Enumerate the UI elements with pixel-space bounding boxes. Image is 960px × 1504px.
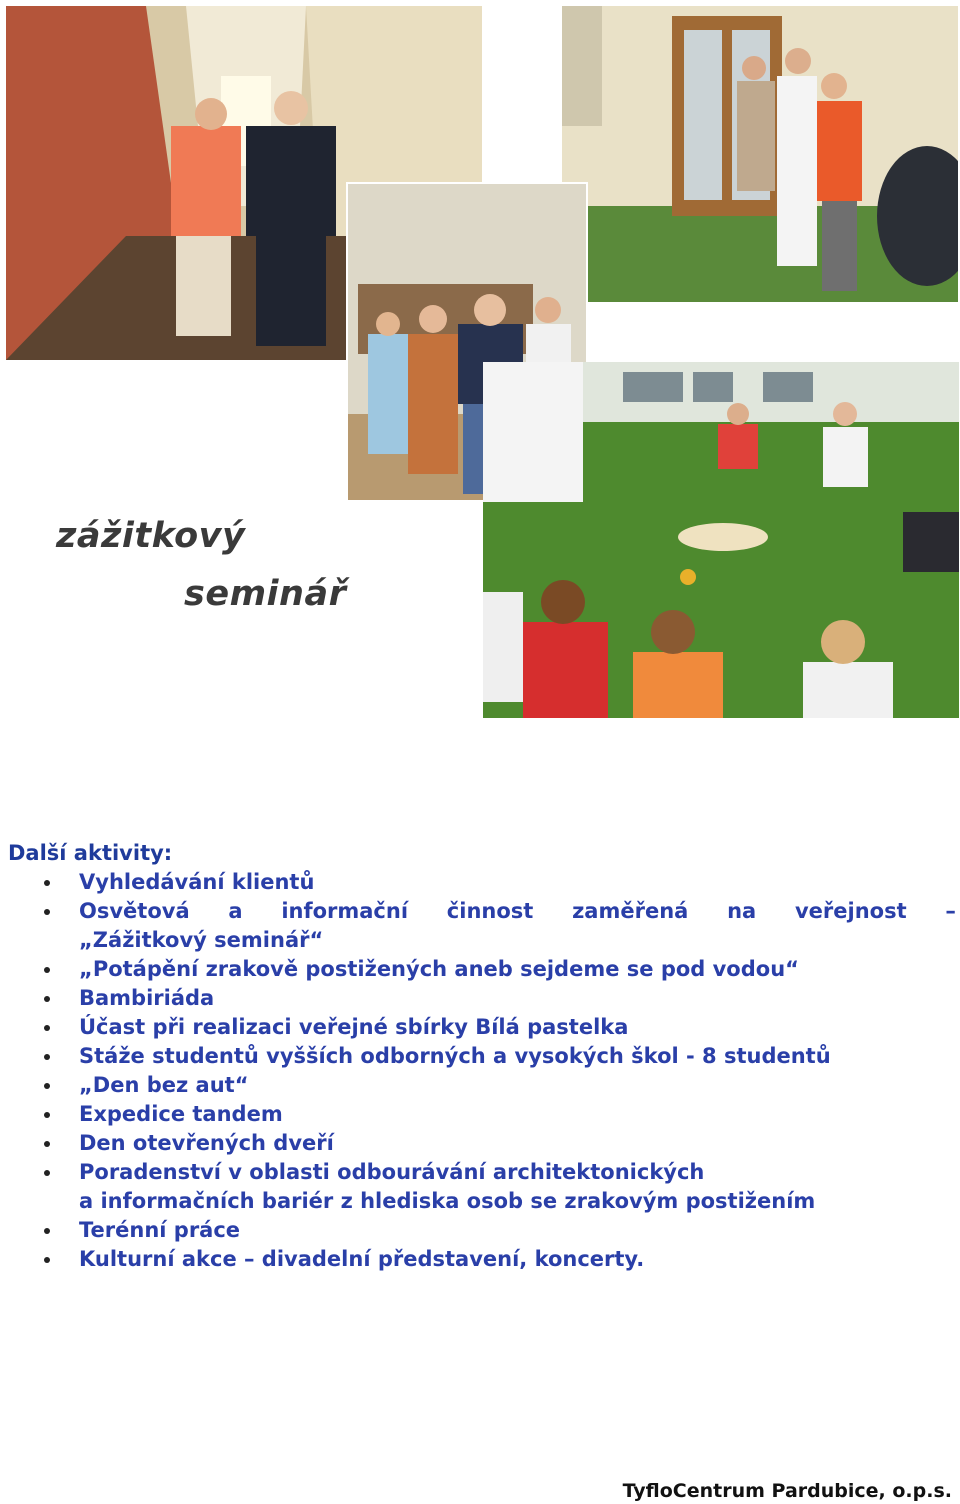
- caption-line-1: zážitkový: [56, 516, 246, 556]
- list-item: [8, 897, 956, 926]
- photo-lawn: [483, 362, 959, 718]
- activities-heading: Další aktivity:: [8, 841, 173, 865]
- list-item: „Den bez aut“: [8, 1071, 956, 1100]
- list-item: Bambiriáda: [8, 984, 956, 1013]
- list-item: Poradenství v oblasti odbourávání architektonických: [8, 1158, 956, 1187]
- list-item: Expedice tandem: [8, 1100, 956, 1129]
- list-item: Účast při realizaci veřejné sbírky Bílá pastelka: [8, 1013, 956, 1042]
- list-item: Vyhledávání klientů: [8, 868, 956, 897]
- caption-line-2: seminář: [184, 574, 347, 614]
- justified-line: Osvětová a informační činnost zaměřená na veřejnost –: [79, 899, 956, 923]
- activities-list: [8, 868, 956, 1274]
- list-item: Den otevřených dveří: [8, 1129, 956, 1158]
- list-item: Kulturní akce – divadelní představení, koncerty.: [8, 1245, 956, 1274]
- list-item: Terénní práce: [8, 1216, 956, 1245]
- list-item-continuation: a informačních bariér z hlediska osob se zrakovým postižením: [79, 1189, 816, 1213]
- photo-entrance: [562, 6, 958, 302]
- list-item-continuation: „Zážitkový seminář“: [79, 928, 324, 952]
- footer-organization: TyfloCentrum Pardubice, o.p.s.: [622, 1480, 952, 1502]
- list-item: „Potápění zrakově postižených aneb sejdeme se pod vodou“: [8, 955, 956, 984]
- list-item: Stáže studentů vyšších odborných a vysokých škol - 8 studentů: [8, 1042, 956, 1071]
